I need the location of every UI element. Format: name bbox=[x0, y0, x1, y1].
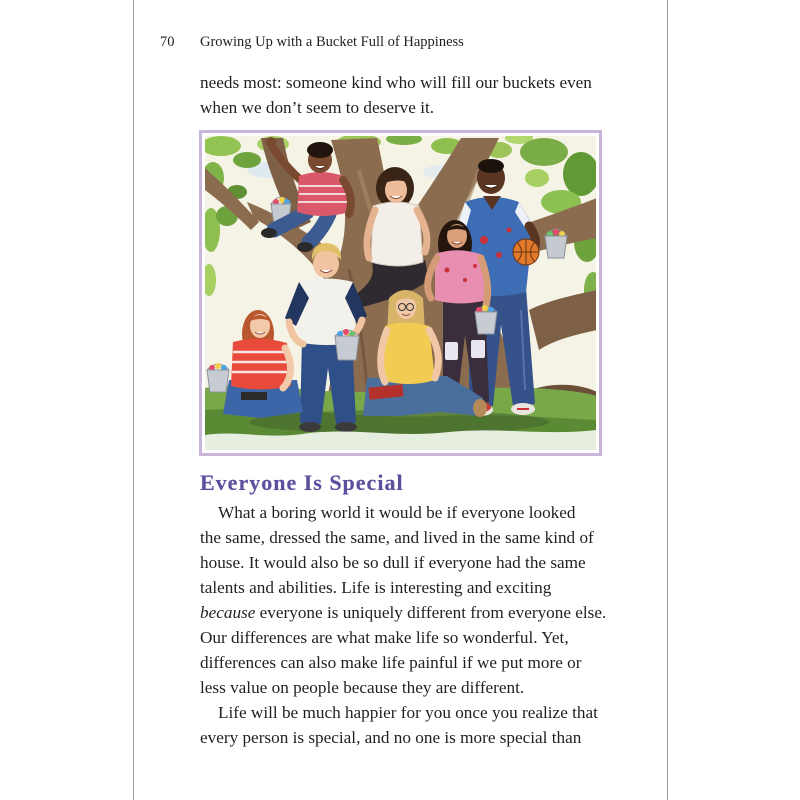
bucket bbox=[475, 305, 497, 334]
text-line: differences can also make life painful if we put more or bbox=[200, 653, 582, 672]
knee-brace bbox=[445, 342, 458, 360]
text-line: when we don’t seem to deserve it. bbox=[200, 98, 435, 117]
text-line: every person is special, and no one is more special than bbox=[200, 728, 582, 747]
running-title: Growing Up with a Bucket Full of Happiness bbox=[200, 34, 464, 50]
hanging-bucket-right bbox=[545, 229, 567, 258]
emphasized-word: because bbox=[200, 603, 256, 622]
bucket bbox=[207, 363, 229, 392]
text-line: Life will be much happier for you once you realize that bbox=[218, 703, 598, 722]
text-line: talents and abilities. Life is interesting and exciting bbox=[200, 578, 552, 597]
text-line: less value on people because they are different. bbox=[200, 678, 525, 697]
text-line: the same, dressed the same, and lived in the same kind of bbox=[200, 528, 594, 547]
text-line: What a boring world it would be if everyone looked bbox=[218, 503, 576, 522]
text-line: house. It would also be so dull if everyone had the same bbox=[200, 553, 586, 572]
illustration bbox=[199, 130, 602, 456]
page-number: 70 bbox=[160, 34, 175, 50]
page-edge-left bbox=[133, 0, 134, 800]
basketball bbox=[513, 239, 539, 265]
text-line: Our differences are what make life so wonderful. Yet, bbox=[200, 628, 569, 647]
text-line: needs most: someone kind who will fill our buckets even bbox=[200, 73, 592, 92]
text-line: because everyone is uniquely different from everyone else. bbox=[200, 603, 607, 622]
black-book bbox=[241, 392, 267, 400]
knee-brace bbox=[471, 340, 485, 358]
page-edge-right bbox=[667, 0, 668, 800]
section-heading: Everyone Is Special bbox=[200, 470, 404, 495]
